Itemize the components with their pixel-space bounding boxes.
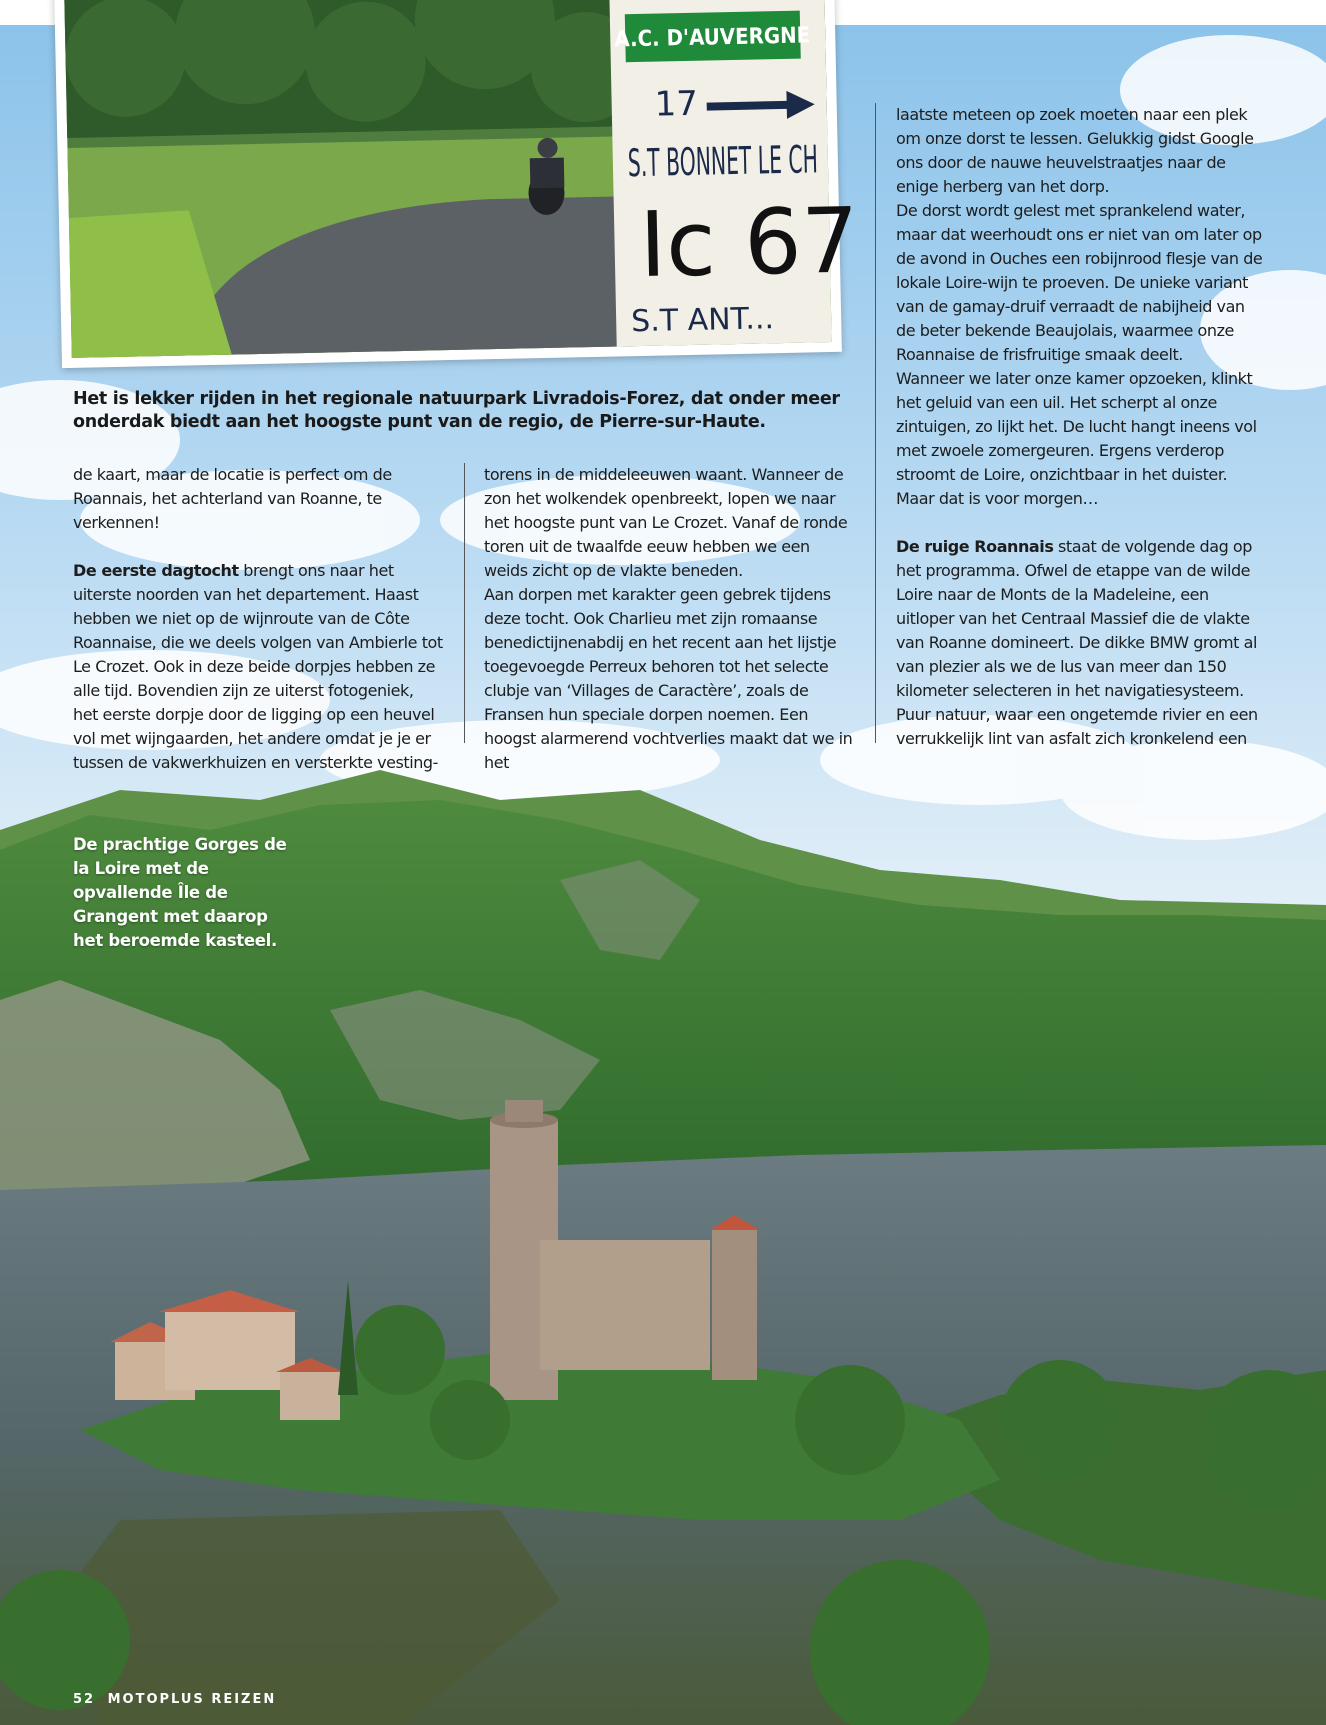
- sign-distance: 17: [654, 83, 699, 125]
- page-number: 52: [73, 1692, 96, 1707]
- paragraph: De dorst wordt gelest met sprankelend water, maar dat weerhoudt ons er niet van om later op de avond in Ouches een robijnrood flesje van de lokale Loire-wijn te proeven. De unieke variant van de gamay-druif verraadt de nabijheid van de beter bekende Beaujolais, waarmee onze Roannaise de frisfruitige smaak deelt.: [896, 201, 1263, 364]
- paragraph: de kaart, maar de locatie is perfect om de Roannais, het achterland van Roanne, te verkennen!: [73, 465, 392, 532]
- paragraph: torens in de middeleeuwen waant. Wanneer de zon het wolkendek openbreekt, lopen we naar het hoogste punt van Le Crozet. Vanaf de ronde toren uit de twaalfde eeuw hebben we een weids zicht op de vlakte beneden.: [484, 465, 848, 580]
- article-column-3: [896, 103, 1266, 751]
- magazine-name: MOTOPLUS REIZEN: [107, 1692, 277, 1707]
- paragraph-text: staat de volgende dag op het programma. Ofwel de etappe van de wilde Loire naar de Monts de la Madeleine, een uitloper van het Centraal Massief die de vlakte van Roanne domineert. De dikke BMW gromt al van plezier als we de lus van meer dan 150 kilometer selecteren in het navigatiesysteem. Puur natuur, waar een ongetemde rivier en een verrukkelijk lint van asfalt zich kronkelend een: [896, 537, 1258, 748]
- motorbike-road-photo: [64, 0, 984, 358]
- column-divider: [875, 103, 876, 743]
- page-folio: [73, 1692, 276, 1707]
- paragraph: laatste meteen op zoek moeten naar een plek om onze dorst te lessen. Gelukkig gidst Google ons door de nauwe heuvelstraatjes naar de enige herberg van het dorp.: [896, 105, 1254, 196]
- sign-club: A.C. D'AUVERGNE: [614, 23, 811, 53]
- article-column-1: [73, 463, 443, 775]
- sign-partial: S.T ANT...: [630, 301, 775, 340]
- paragraph: [73, 559, 443, 775]
- photo-caption: Het is lekker rijden in het regionale natuurpark Livradois-Forez, dat onder meer onderdak biedt aan het hoogste punt van de regio, de Pierre-sur-Haute.: [73, 389, 840, 432]
- paragraph-text: brengt ons naar het uiterste noorden van het departement. Haast hebben we niet op de wijnroute van de Côte Roannaise, die we deels volgen van Ambierle tot Le Crozet. Ook in deze beide dorpjes hebben ze alle tijd. Bovendien zijn ze uiterst fotogeniek, het eerste dorpje door de ligging op een heuvel vol met wijngaarden, het andere omdat je je er tussen de vakwerkhuizen en versterkte vesting-: [73, 561, 443, 772]
- paragraph: Aan dorpen met karakter geen gebrek tijdens deze tocht. Ook Charlieu met zijn romaanse benedictijnenabdij en het recent aan het lijstje toegevoegde Perreux behoren tot het selecte clubje van ‘Villages de Caractère’, zoals de Fransen hun speciale dorpen noemen. Een hoogst alarmerend vochtverlies maakt dat we in het: [484, 585, 853, 772]
- paragraph: Wanneer we later onze kamer opzoeken, klinkt het geluid van een uil. Het scherpt al onze zintuigen, zo lijkt het. De lucht hangt ineens vol met zwoele zomergeuren. Ergens verderop stroomt de Loire, onzichtbaar in het duister. Maar dat is voor morgen…: [896, 369, 1257, 508]
- sign-road: Ic 67: [638, 188, 860, 298]
- gorges-caption: De prachtige Gorges de la Loire met de opvallende Île de Grangent met daarop het beroemde kasteel.: [73, 835, 287, 950]
- paragraph-lead: De eerste dagtocht: [73, 561, 239, 580]
- article-column-2: [484, 463, 854, 775]
- paragraph-lead: De ruige Roannais: [896, 537, 1054, 556]
- sign-destination: S.T BONNET LE CH: [627, 133, 984, 186]
- motorbike-photo-frame: [54, 0, 984, 368]
- column-divider: [464, 463, 465, 743]
- paragraph: [896, 535, 1266, 751]
